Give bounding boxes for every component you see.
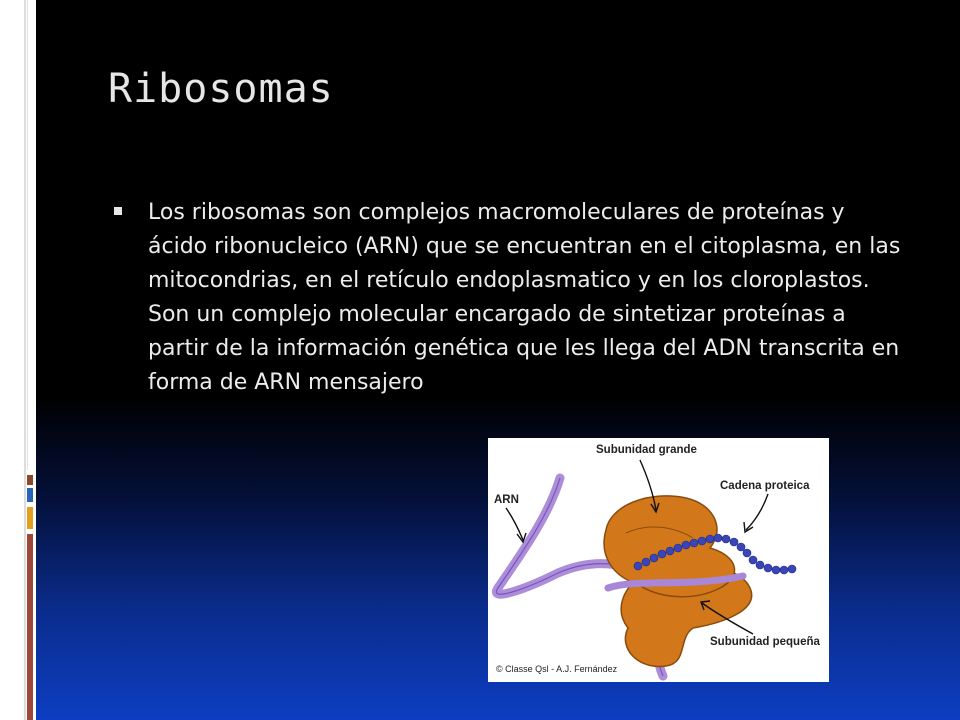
- label-small-subunit: Subunidad pequeña: [710, 636, 820, 648]
- ribosome-figure: [488, 438, 829, 682]
- label-protein-chain: Cadena proteica: [720, 480, 810, 492]
- band-line: [24, 0, 26, 720]
- label-arn: ARN: [494, 494, 519, 506]
- bullet-square-icon: [114, 207, 122, 215]
- deco-stripe: [27, 507, 33, 529]
- slide-title: Ribosomas: [108, 66, 334, 112]
- deco-stripe: [27, 0, 34, 470]
- figure-credit: © Classe Qsl - A.J. Fernández: [496, 664, 618, 674]
- deco-stripe: [27, 534, 33, 720]
- deco-stripe: [27, 475, 33, 485]
- label-large-subunit: Subunidad grande: [596, 444, 697, 456]
- bullet-text: Los ribosomas son complejos macromoleculares de proteínas y ácido ribonucleico (ARN) que se encuentran en el citoplasma, en las mitocondrias, en el retículo endoplasmatico y en los cloroplastos. Son un complejo molecular encargado de sintetizar proteínas a partir de la información genética que les llega del ADN transcrita en forma de ARN mensajero: [148, 200, 901, 395]
- deco-stripe: [27, 488, 33, 502]
